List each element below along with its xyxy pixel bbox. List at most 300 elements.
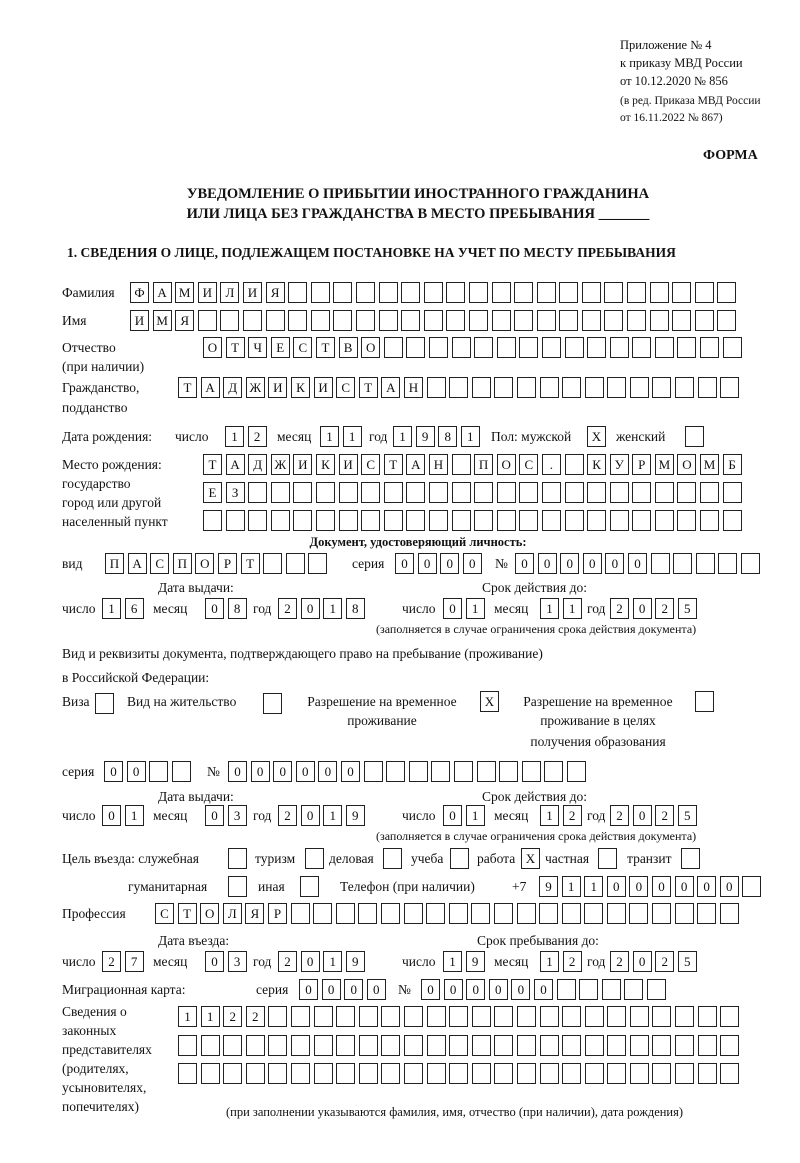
purpose-study-checkbox[interactable] [450,848,469,869]
char-cell[interactable] [672,310,691,331]
char-cell[interactable] [720,903,739,924]
char-cell[interactable] [178,1035,197,1056]
char-cell[interactable] [652,377,671,398]
char-cell[interactable]: У [610,454,629,475]
char-cell[interactable] [610,337,629,358]
char-cell[interactable] [286,553,305,574]
char-cell[interactable] [723,510,742,531]
char-cell[interactable] [494,377,513,398]
char-cell[interactable] [494,903,513,924]
char-cell[interactable]: Т [359,377,378,398]
char-cell[interactable]: О [677,454,696,475]
char-cell[interactable] [477,761,496,782]
char-cell[interactable]: Т [178,377,197,398]
char-cell[interactable]: 2 [610,598,629,619]
char-cell[interactable]: 2 [655,951,674,972]
trp-edu-checkbox[interactable] [695,691,714,712]
char-cell[interactable] [630,1063,649,1084]
char-cell[interactable]: 1 [540,598,559,619]
char-cell[interactable] [602,979,621,1000]
char-cell[interactable] [314,1006,333,1027]
char-cell[interactable] [514,282,533,303]
char-cell[interactable] [700,510,719,531]
char-cell[interactable]: Я [245,903,264,924]
char-cell[interactable] [308,553,327,574]
char-cell[interactable] [742,876,761,897]
char-cell[interactable]: П [105,553,124,574]
char-cell[interactable] [497,510,516,531]
char-cell[interactable] [537,282,556,303]
char-cell[interactable]: И [198,282,217,303]
char-cell[interactable] [474,510,493,531]
char-cell[interactable]: 0 [205,951,224,972]
char-cell[interactable]: 1 [201,1006,220,1027]
char-cell[interactable] [585,377,604,398]
purpose-other-checkbox[interactable] [300,876,319,897]
char-cell[interactable]: О [497,454,516,475]
purpose-tourism-checkbox[interactable] [305,848,324,869]
residence-checkbox[interactable] [263,693,282,714]
char-cell[interactable] [427,1035,446,1056]
char-cell[interactable] [333,310,352,331]
char-cell[interactable] [499,761,518,782]
char-cell[interactable]: 1 [466,805,485,826]
char-cell[interactable] [562,903,581,924]
char-cell[interactable]: М [655,454,674,475]
char-cell[interactable] [313,903,332,924]
char-cell[interactable] [429,510,448,531]
char-cell[interactable]: 8 [438,426,457,447]
char-cell[interactable]: 0 [511,979,530,1000]
char-cell[interactable]: 9 [346,805,365,826]
char-cell[interactable] [723,337,742,358]
char-cell[interactable] [268,1035,287,1056]
char-cell[interactable] [607,903,626,924]
char-cell[interactable]: Е [203,482,222,503]
char-cell[interactable]: 1 [562,876,581,897]
char-cell[interactable] [431,761,450,782]
char-cell[interactable] [449,1006,468,1027]
char-cell[interactable] [404,903,423,924]
char-cell[interactable]: Ч [248,337,267,358]
char-cell[interactable] [587,510,606,531]
char-cell[interactable] [401,282,420,303]
char-cell[interactable] [223,1035,242,1056]
char-cell[interactable]: 0 [515,553,534,574]
char-cell[interactable] [178,1063,197,1084]
char-cell[interactable]: 1 [225,426,244,447]
char-cell[interactable]: 1 [443,951,462,972]
char-cell[interactable] [452,510,471,531]
char-cell[interactable] [514,310,533,331]
char-cell[interactable]: 5 [678,598,697,619]
char-cell[interactable] [198,310,217,331]
char-cell[interactable] [607,1006,626,1027]
char-cell[interactable] [565,482,584,503]
char-cell[interactable] [449,903,468,924]
char-cell[interactable]: Р [268,903,287,924]
char-cell[interactable]: 0 [421,979,440,1000]
char-cell[interactable] [333,282,352,303]
char-cell[interactable]: 3 [228,951,247,972]
char-cell[interactable] [201,1035,220,1056]
char-cell[interactable]: Я [175,310,194,331]
char-cell[interactable]: 2 [610,951,629,972]
char-cell[interactable] [697,903,716,924]
char-cell[interactable]: 1 [540,805,559,826]
char-cell[interactable]: . [542,454,561,475]
char-cell[interactable]: 0 [344,979,363,1000]
char-cell[interactable]: 0 [675,876,694,897]
char-cell[interactable] [655,510,674,531]
char-cell[interactable] [384,510,403,531]
char-cell[interactable] [517,377,536,398]
char-cell[interactable]: 0 [538,553,557,574]
char-cell[interactable] [497,337,516,358]
char-cell[interactable]: И [339,454,358,475]
char-cell[interactable] [652,1006,671,1027]
char-cell[interactable]: 7 [125,951,144,972]
char-cell[interactable] [472,1006,491,1027]
char-cell[interactable] [271,482,290,503]
char-cell[interactable]: 2 [610,805,629,826]
char-cell[interactable] [494,1035,513,1056]
char-cell[interactable] [452,337,471,358]
char-cell[interactable] [201,1063,220,1084]
char-cell[interactable]: 0 [102,805,121,826]
char-cell[interactable] [559,282,578,303]
char-cell[interactable]: И [130,310,149,331]
char-cell[interactable] [454,761,473,782]
char-cell[interactable]: 2 [278,805,297,826]
char-cell[interactable]: Е [271,337,290,358]
char-cell[interactable] [517,1006,536,1027]
char-cell[interactable] [316,510,335,531]
char-cell[interactable]: 1 [584,876,603,897]
char-cell[interactable] [585,1035,604,1056]
char-cell[interactable] [695,310,714,331]
char-cell[interactable] [652,903,671,924]
char-cell[interactable] [248,482,267,503]
char-cell[interactable] [629,903,648,924]
char-cell[interactable] [379,310,398,331]
char-cell[interactable] [519,510,538,531]
char-cell[interactable] [386,761,405,782]
char-cell[interactable] [700,482,719,503]
char-cell[interactable] [517,903,536,924]
char-cell[interactable]: 0 [322,979,341,1000]
char-cell[interactable] [469,282,488,303]
char-cell[interactable]: 0 [633,598,652,619]
char-cell[interactable] [587,482,606,503]
char-cell[interactable] [361,482,380,503]
char-cell[interactable]: К [291,377,310,398]
char-cell[interactable]: О [200,903,219,924]
char-cell[interactable] [720,1063,739,1084]
char-cell[interactable]: С [155,903,174,924]
char-cell[interactable] [655,482,674,503]
char-cell[interactable] [291,1035,310,1056]
char-cell[interactable]: 1 [466,598,485,619]
char-cell[interactable]: Л [223,903,242,924]
char-cell[interactable]: 2 [246,1006,265,1027]
char-cell[interactable]: И [268,377,287,398]
char-cell[interactable] [314,1063,333,1084]
char-cell[interactable] [627,282,646,303]
char-cell[interactable] [650,282,669,303]
char-cell[interactable] [607,1063,626,1084]
char-cell[interactable]: 9 [346,951,365,972]
char-cell[interactable] [717,282,736,303]
char-cell[interactable]: 2 [248,426,267,447]
char-cell[interactable]: О [195,553,214,574]
char-cell[interactable]: В [339,337,358,358]
char-cell[interactable] [494,1006,513,1027]
char-cell[interactable]: 2 [655,598,674,619]
char-cell[interactable]: 0 [205,598,224,619]
char-cell[interactable] [406,510,425,531]
char-cell[interactable]: К [587,454,606,475]
char-cell[interactable]: Т [226,337,245,358]
char-cell[interactable] [356,310,375,331]
char-cell[interactable]: А [128,553,147,574]
char-cell[interactable] [472,1035,491,1056]
char-cell[interactable] [655,337,674,358]
char-cell[interactable] [698,377,717,398]
char-cell[interactable]: 0 [440,553,459,574]
char-cell[interactable] [263,553,282,574]
char-cell[interactable] [404,1006,423,1027]
char-cell[interactable] [672,282,691,303]
char-cell[interactable] [604,310,623,331]
char-cell[interactable] [677,482,696,503]
char-cell[interactable]: 2 [655,805,674,826]
char-cell[interactable]: 0 [296,761,315,782]
char-cell[interactable]: 0 [633,951,652,972]
char-cell[interactable]: 0 [367,979,386,1000]
char-cell[interactable] [492,282,511,303]
char-cell[interactable]: 0 [127,761,146,782]
char-cell[interactable] [288,310,307,331]
char-cell[interactable] [540,1035,559,1056]
char-cell[interactable]: 0 [443,805,462,826]
char-cell[interactable] [429,482,448,503]
char-cell[interactable]: 1 [461,426,480,447]
char-cell[interactable]: Л [220,282,239,303]
char-cell[interactable] [675,377,694,398]
char-cell[interactable]: Т [178,903,197,924]
char-cell[interactable] [339,510,358,531]
char-cell[interactable] [540,1006,559,1027]
char-cell[interactable] [610,482,629,503]
char-cell[interactable] [579,979,598,1000]
char-cell[interactable]: 0 [104,761,123,782]
char-cell[interactable] [720,377,739,398]
char-cell[interactable]: Н [429,454,448,475]
char-cell[interactable] [311,282,330,303]
char-cell[interactable] [336,1035,355,1056]
char-cell[interactable] [673,553,692,574]
char-cell[interactable]: Т [316,337,335,358]
char-cell[interactable]: 1 [343,426,362,447]
char-cell[interactable]: К [316,454,335,475]
char-cell[interactable]: 1 [323,805,342,826]
char-cell[interactable] [246,1035,265,1056]
char-cell[interactable]: 9 [539,876,558,897]
char-cell[interactable] [474,482,493,503]
char-cell[interactable] [517,1035,536,1056]
char-cell[interactable] [585,1063,604,1084]
char-cell[interactable] [449,1035,468,1056]
char-cell[interactable] [203,510,222,531]
char-cell[interactable] [607,1035,626,1056]
char-cell[interactable] [607,377,626,398]
char-cell[interactable] [311,310,330,331]
char-cell[interactable] [474,337,493,358]
char-cell[interactable] [293,510,312,531]
char-cell[interactable] [406,482,425,503]
char-cell[interactable] [497,482,516,503]
char-cell[interactable] [381,1006,400,1027]
char-cell[interactable]: 0 [301,805,320,826]
char-cell[interactable]: Т [241,553,260,574]
char-cell[interactable]: С [519,454,538,475]
char-cell[interactable] [359,1006,378,1027]
char-cell[interactable] [677,510,696,531]
char-cell[interactable] [409,761,428,782]
char-cell[interactable] [698,1063,717,1084]
char-cell[interactable]: 0 [205,805,224,826]
char-cell[interactable]: А [201,377,220,398]
char-cell[interactable] [336,1006,355,1027]
char-cell[interactable]: 9 [416,426,435,447]
char-cell[interactable] [537,310,556,331]
char-cell[interactable]: Р [632,454,651,475]
char-cell[interactable]: 1 [102,598,121,619]
char-cell[interactable]: 0 [463,553,482,574]
char-cell[interactable]: А [381,377,400,398]
char-cell[interactable] [741,553,760,574]
char-cell[interactable]: 1 [320,426,339,447]
char-cell[interactable] [675,1035,694,1056]
char-cell[interactable] [471,903,490,924]
char-cell[interactable] [364,761,383,782]
char-cell[interactable] [632,482,651,503]
char-cell[interactable]: 1 [178,1006,197,1027]
char-cell[interactable]: 0 [466,979,485,1000]
char-cell[interactable] [266,310,285,331]
char-cell[interactable]: 8 [228,598,247,619]
char-cell[interactable] [358,903,377,924]
char-cell[interactable]: С [293,337,312,358]
visa-checkbox[interactable] [95,693,114,714]
char-cell[interactable] [494,1063,513,1084]
char-cell[interactable]: 0 [607,876,626,897]
char-cell[interactable] [562,1035,581,1056]
char-cell[interactable] [404,1035,423,1056]
char-cell[interactable] [291,1063,310,1084]
purpose-service-checkbox[interactable] [228,848,247,869]
char-cell[interactable]: С [336,377,355,398]
char-cell[interactable] [720,1006,739,1027]
char-cell[interactable] [544,761,563,782]
char-cell[interactable] [492,310,511,331]
char-cell[interactable] [339,482,358,503]
char-cell[interactable] [427,1063,446,1084]
char-cell[interactable]: 0 [633,805,652,826]
char-cell[interactable] [288,282,307,303]
char-cell[interactable]: 0 [605,553,624,574]
char-cell[interactable] [271,510,290,531]
char-cell[interactable]: Д [223,377,242,398]
char-cell[interactable]: З [226,482,245,503]
char-cell[interactable] [522,761,541,782]
char-cell[interactable] [542,510,561,531]
char-cell[interactable] [647,979,666,1000]
char-cell[interactable] [675,1006,694,1027]
char-cell[interactable] [651,553,670,574]
char-cell[interactable] [336,1063,355,1084]
char-cell[interactable] [404,1063,423,1084]
char-cell[interactable]: И [293,454,312,475]
char-cell[interactable]: 0 [318,761,337,782]
char-cell[interactable] [472,377,491,398]
char-cell[interactable]: Ж [271,454,290,475]
char-cell[interactable] [723,482,742,503]
char-cell[interactable]: 0 [341,761,360,782]
char-cell[interactable] [401,310,420,331]
char-cell[interactable]: 0 [301,951,320,972]
char-cell[interactable]: 0 [583,553,602,574]
char-cell[interactable] [630,1035,649,1056]
char-cell[interactable] [696,553,715,574]
char-cell[interactable]: Я [266,282,285,303]
char-cell[interactable] [268,1063,287,1084]
char-cell[interactable] [361,510,380,531]
purpose-humanitarian-checkbox[interactable] [228,876,247,897]
char-cell[interactable] [630,1006,649,1027]
char-cell[interactable] [336,903,355,924]
char-cell[interactable] [426,903,445,924]
char-cell[interactable] [627,310,646,331]
char-cell[interactable] [624,979,643,1000]
char-cell[interactable]: А [406,454,425,475]
char-cell[interactable] [562,1006,581,1027]
char-cell[interactable]: 0 [299,979,318,1000]
char-cell[interactable]: О [203,337,222,358]
char-cell[interactable] [630,377,649,398]
char-cell[interactable] [675,1063,694,1084]
char-cell[interactable]: О [361,337,380,358]
purpose-business-checkbox[interactable] [383,848,402,869]
char-cell[interactable] [539,903,558,924]
char-cell[interactable] [472,1063,491,1084]
char-cell[interactable] [542,337,561,358]
char-cell[interactable] [582,310,601,331]
char-cell[interactable] [700,337,719,358]
char-cell[interactable] [446,310,465,331]
char-cell[interactable] [519,482,538,503]
purpose-transit-checkbox[interactable] [681,848,700,869]
char-cell[interactable]: Ж [246,377,265,398]
char-cell[interactable]: 0 [489,979,508,1000]
char-cell[interactable] [429,337,448,358]
char-cell[interactable] [427,1006,446,1027]
char-cell[interactable] [540,377,559,398]
char-cell[interactable] [427,377,446,398]
char-cell[interactable]: 2 [223,1006,242,1027]
char-cell[interactable] [519,337,538,358]
